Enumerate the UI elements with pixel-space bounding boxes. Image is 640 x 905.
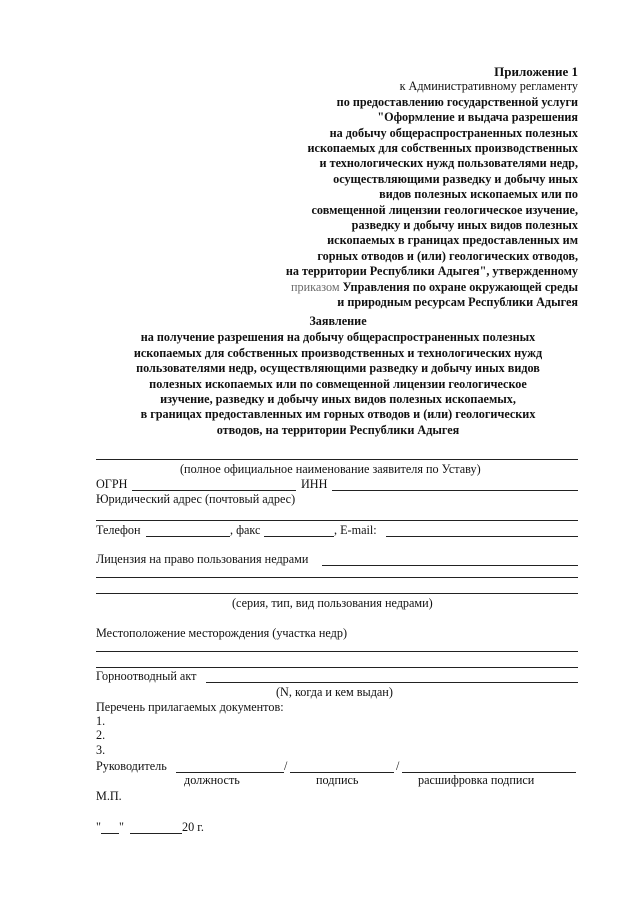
appendix-line: осуществляющими разведку и добычу иных [333, 171, 578, 186]
order-link[interactable]: приказом [290, 279, 340, 294]
ogrn-label: ОГРН [96, 477, 128, 491]
appendix-order-line [250, 280, 578, 295]
heading-line: изучение, разведку и добычу иных видов полезных ископаемых, [160, 392, 516, 407]
fax-field[interactable] [264, 536, 334, 537]
heading-line: в границах предоставленных им горных отводов и (или) геологических [140, 407, 536, 422]
seal-label: М.П. [96, 789, 122, 803]
appendix-line: и технологических нужд пользователями недр, [319, 156, 578, 171]
date-quote-open: " [96, 820, 101, 834]
legal-address-field[interactable] [96, 520, 578, 521]
license-caption: (серия, тип, вид пользования недрами) [232, 596, 433, 610]
appendix-line: на добычу общераспространенных полезных [329, 125, 578, 140]
date-quote-close: " [119, 820, 124, 834]
appendix-line: "Оформление и выдача разрешения [377, 110, 578, 125]
fax-label: , факс [230, 523, 261, 537]
signature-caption: подпись [316, 773, 359, 787]
mining-act-caption: (N, когда и кем выдан) [276, 685, 393, 699]
license-field[interactable] [322, 565, 578, 566]
appendix-block [250, 64, 578, 311]
inn-field[interactable] [332, 490, 578, 491]
appendix-line: горных отводов и (или) геологических отводов, [317, 248, 578, 263]
mining-act-label: Горноотводный акт [96, 669, 197, 683]
ogrn-field[interactable] [132, 490, 296, 491]
license-field-line[interactable] [96, 593, 578, 594]
document-item: 2. [96, 728, 106, 742]
appendix-line: ископаемых для собственных производственных [307, 141, 578, 156]
mining-act-field[interactable] [206, 682, 578, 683]
appendix-line: совмещенной лицензии геологическое изучение, [311, 202, 578, 217]
inn-label: ИНН [301, 477, 328, 491]
deposit-field[interactable] [96, 667, 578, 668]
heading-line: отводов, на территории Республики Адыгея [216, 422, 460, 437]
date-month-field[interactable] [130, 833, 182, 834]
license-field-line[interactable] [96, 577, 578, 578]
email-field[interactable] [386, 536, 578, 537]
appendix-line: видов полезных ископаемых или по [379, 187, 578, 202]
license-label: Лицензия на право пользования недрами [96, 552, 309, 566]
appendix-line: к Административному регламенту [399, 79, 578, 94]
applicant-name-caption: (полное официальное наименование заявителя по Уставу) [180, 462, 481, 476]
legal-address-label: Юридический адрес (почтовый адрес) [96, 492, 296, 506]
decoding-caption: расшифровка подписи [418, 773, 535, 787]
separator: / [396, 759, 400, 773]
applicant-name-field[interactable] [96, 459, 578, 460]
document-item: 1. [96, 714, 106, 728]
date-day-field[interactable] [101, 833, 119, 834]
application-heading [96, 314, 580, 438]
appendix-title: Приложение 1 [494, 64, 578, 79]
heading-line: полезных ископаемых или по совмещенной лицензии геологическое [149, 376, 527, 391]
email-label: , E-mail: [334, 523, 377, 537]
heading-line: пользователями недр, осуществляющими разведку и добычу иных видов [136, 361, 540, 376]
separator: / [284, 759, 288, 773]
appendix-line: по предоставлению государственной услуги [336, 94, 578, 109]
document-item: 3. [96, 743, 106, 757]
position-caption: должность [184, 773, 240, 787]
appendix-last-line: и природным ресурсам Республики Адыгея [337, 295, 578, 310]
appendix-line: ископаемых в границах предоставленных им [327, 233, 578, 248]
phone-label: Телефон [96, 523, 141, 537]
year-label: 20 г. [182, 820, 204, 834]
appendix-line: разведку и добычу иных видов полезных [351, 218, 578, 233]
appendix-line: на территории Республики Адыгея", утвержденному [285, 264, 578, 279]
head-label: Руководитель [96, 759, 167, 773]
phone-field[interactable] [146, 536, 230, 537]
deposit-label: Местоположение месторождения (участка недр) [96, 626, 348, 640]
heading-line: на получение разрешения на добычу общераспространенных полезных [140, 330, 536, 345]
documents-label: Перечень прилагаемых документов: [96, 700, 284, 714]
application-title: Заявление [309, 314, 367, 328]
order-rest: Управления по охране окружающей среды [339, 279, 578, 294]
heading-line: ископаемых для собственных производственных и технологических нужд [133, 345, 543, 360]
deposit-field[interactable] [96, 651, 578, 652]
